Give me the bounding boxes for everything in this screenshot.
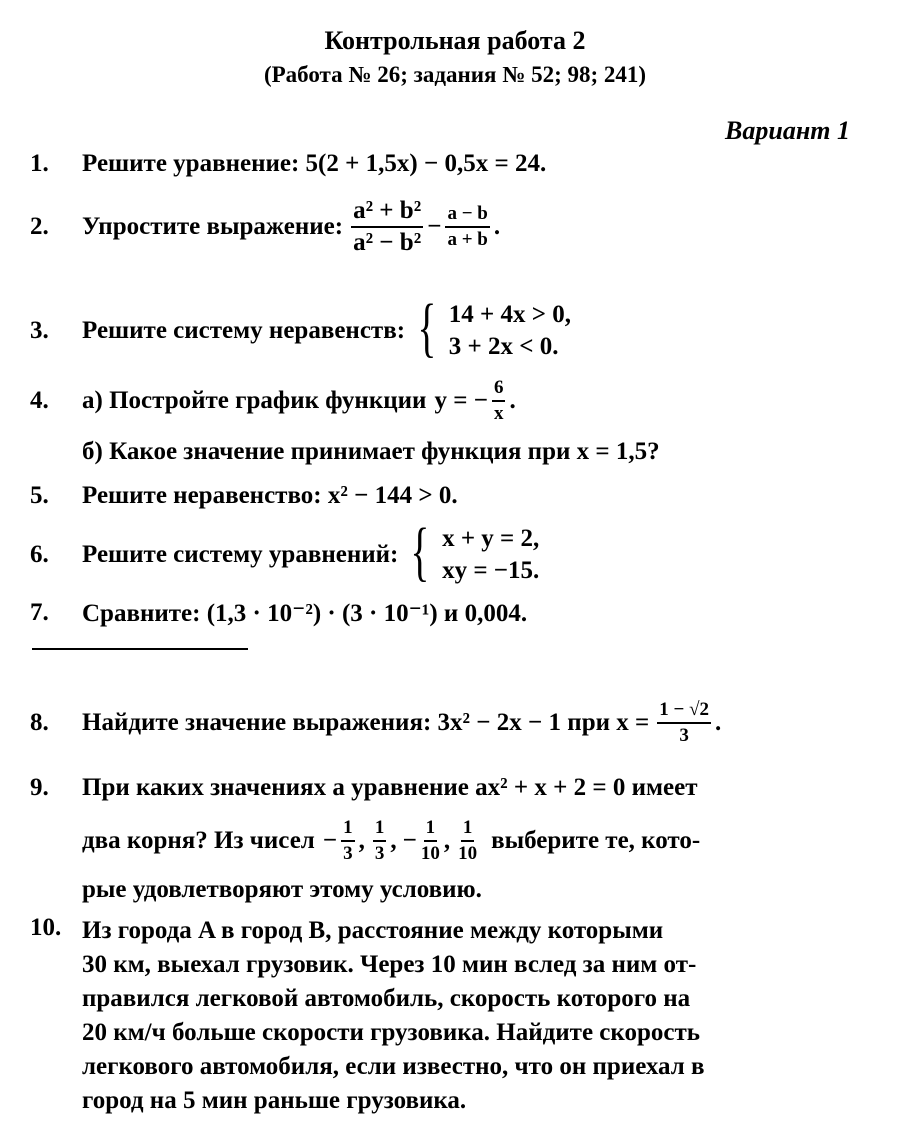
- task-10-line: легкового автомобиля, если известно, что он приехал в: [82, 1053, 705, 1080]
- brace-icon: {: [410, 515, 430, 588]
- system-line-1: x + y = 2,: [442, 525, 540, 552]
- fraction-numerator: 1: [424, 818, 438, 842]
- task-8: [30, 700, 721, 746]
- task-text: Упростите выражение:: [82, 213, 344, 241]
- fraction-option-2: [373, 818, 387, 864]
- fraction-numerator: 1: [373, 818, 387, 842]
- task-1: [30, 150, 546, 178]
- fraction-option-3: [421, 818, 440, 864]
- fraction-option-1: [341, 818, 355, 864]
- comma: ,: [390, 826, 397, 854]
- task-text: Решите систему уравнений:: [82, 541, 399, 568]
- fraction-denominator: a + b: [447, 229, 488, 251]
- system-line-1: 14 + 4x > 0,: [448, 301, 571, 328]
- period: .: [493, 213, 501, 241]
- fraction-numerator: 1: [461, 818, 475, 842]
- fraction-denominator: 10: [420, 842, 440, 864]
- task-number: 3.: [30, 317, 49, 344]
- fraction-1: [351, 198, 423, 257]
- fraction-numerator: 1: [341, 818, 355, 842]
- task-7: [30, 598, 527, 628]
- page-title: Контрольная работа 2: [324, 26, 586, 55]
- period: .: [509, 386, 516, 414]
- fraction-numerator: a − b: [445, 204, 489, 228]
- fraction-numerator: 1 − √2: [657, 700, 711, 724]
- fraction: [657, 700, 711, 746]
- task-10-line: Из города A в город B, расстояние между которыми: [82, 917, 664, 944]
- brace-icon: {: [417, 291, 437, 364]
- fraction-option-4: [458, 818, 477, 864]
- task-text: Сравните: (1,3 · 10⁻²) · (3 · 10⁻¹) и 0,004.: [82, 600, 528, 627]
- task-text: выберите те, кото-: [491, 826, 701, 854]
- variant-label: Вариант 1: [725, 116, 850, 145]
- fraction-denominator: a² − b²: [353, 229, 422, 257]
- fraction-denominator: 3: [679, 724, 689, 746]
- fraction-numerator: a² + b²: [351, 198, 423, 228]
- comma: ,: [358, 826, 365, 854]
- minus-sign: −: [427, 213, 442, 241]
- task-10-line: 20 км/ч больше скорости грузовика. Найдите скорость: [82, 1019, 700, 1046]
- comma: ,: [443, 826, 451, 854]
- fraction-denominator: 3: [374, 842, 385, 864]
- fraction: [492, 378, 506, 424]
- task-10-line: город на 5 мин раньше грузовика.: [82, 1087, 467, 1114]
- fraction-2: [445, 204, 489, 250]
- task-10: [82, 914, 852, 1118]
- fraction-denominator: 10: [458, 842, 478, 864]
- task-text: Решите систему неравенств:: [82, 317, 406, 344]
- task-number: 10.: [30, 914, 62, 941]
- function-lhs: y = −: [434, 386, 488, 414]
- task-number: 8.: [30, 708, 49, 736]
- minus-sign: −: [402, 826, 417, 854]
- fraction-numerator: 6: [492, 378, 506, 402]
- task-number: 9.: [30, 774, 49, 801]
- inequality-system: [411, 291, 571, 364]
- section-divider: [32, 648, 248, 650]
- task-9: [30, 774, 698, 802]
- minus-sign: −: [322, 826, 338, 854]
- task-9-line-2: [82, 818, 700, 864]
- task-4b: б) Какое значение принимает функция при x = 1,5?: [82, 438, 660, 465]
- task-number: 4.: [30, 386, 49, 414]
- task-line-1: При каких значениях a уравнение ax² + x + 2 = 0 имеет: [82, 774, 698, 801]
- task-text: а) Постройте график функции: [82, 386, 427, 414]
- task-text: Найдите значение выражения: 3x² − 2x − 1 при x =: [82, 708, 650, 736]
- task-number: 7.: [30, 599, 49, 626]
- equation-system: [404, 515, 540, 588]
- task-5: [30, 482, 458, 510]
- period: .: [715, 708, 722, 736]
- task-text: Решите неравенство: x² − 144 > 0.: [82, 482, 458, 509]
- task-6: [30, 515, 540, 588]
- task-number: 1.: [30, 150, 49, 177]
- task-10-line: правился легковой автомобиль, скорость которого на: [82, 985, 691, 1012]
- fraction-denominator: x: [493, 402, 504, 424]
- task-2: [30, 198, 500, 257]
- page-subtitle: (Работа № 26; задания № 52; 98; 241): [263, 62, 647, 87]
- task-3: [30, 291, 571, 364]
- task-number: 5.: [30, 482, 49, 509]
- task-4a: [30, 378, 516, 424]
- system-line-2: xy = −15.: [442, 557, 540, 584]
- task-number: 6.: [30, 541, 49, 568]
- task-text: Решите уравнение: 5(2 + 1,5x) − 0,5x = 24.: [82, 150, 547, 177]
- task-9-line-3: рые удовлетворяют этому условию.: [82, 876, 482, 903]
- system-line-2: 3 + 2x < 0.: [448, 333, 559, 360]
- task-number: 2.: [30, 213, 49, 241]
- fraction-denominator: 3: [343, 842, 353, 864]
- task-text: два корня? Из чисел: [82, 826, 315, 854]
- task-10-line: 30 км, выехал грузовик. Через 10 мин вслед за ним от-: [82, 951, 697, 978]
